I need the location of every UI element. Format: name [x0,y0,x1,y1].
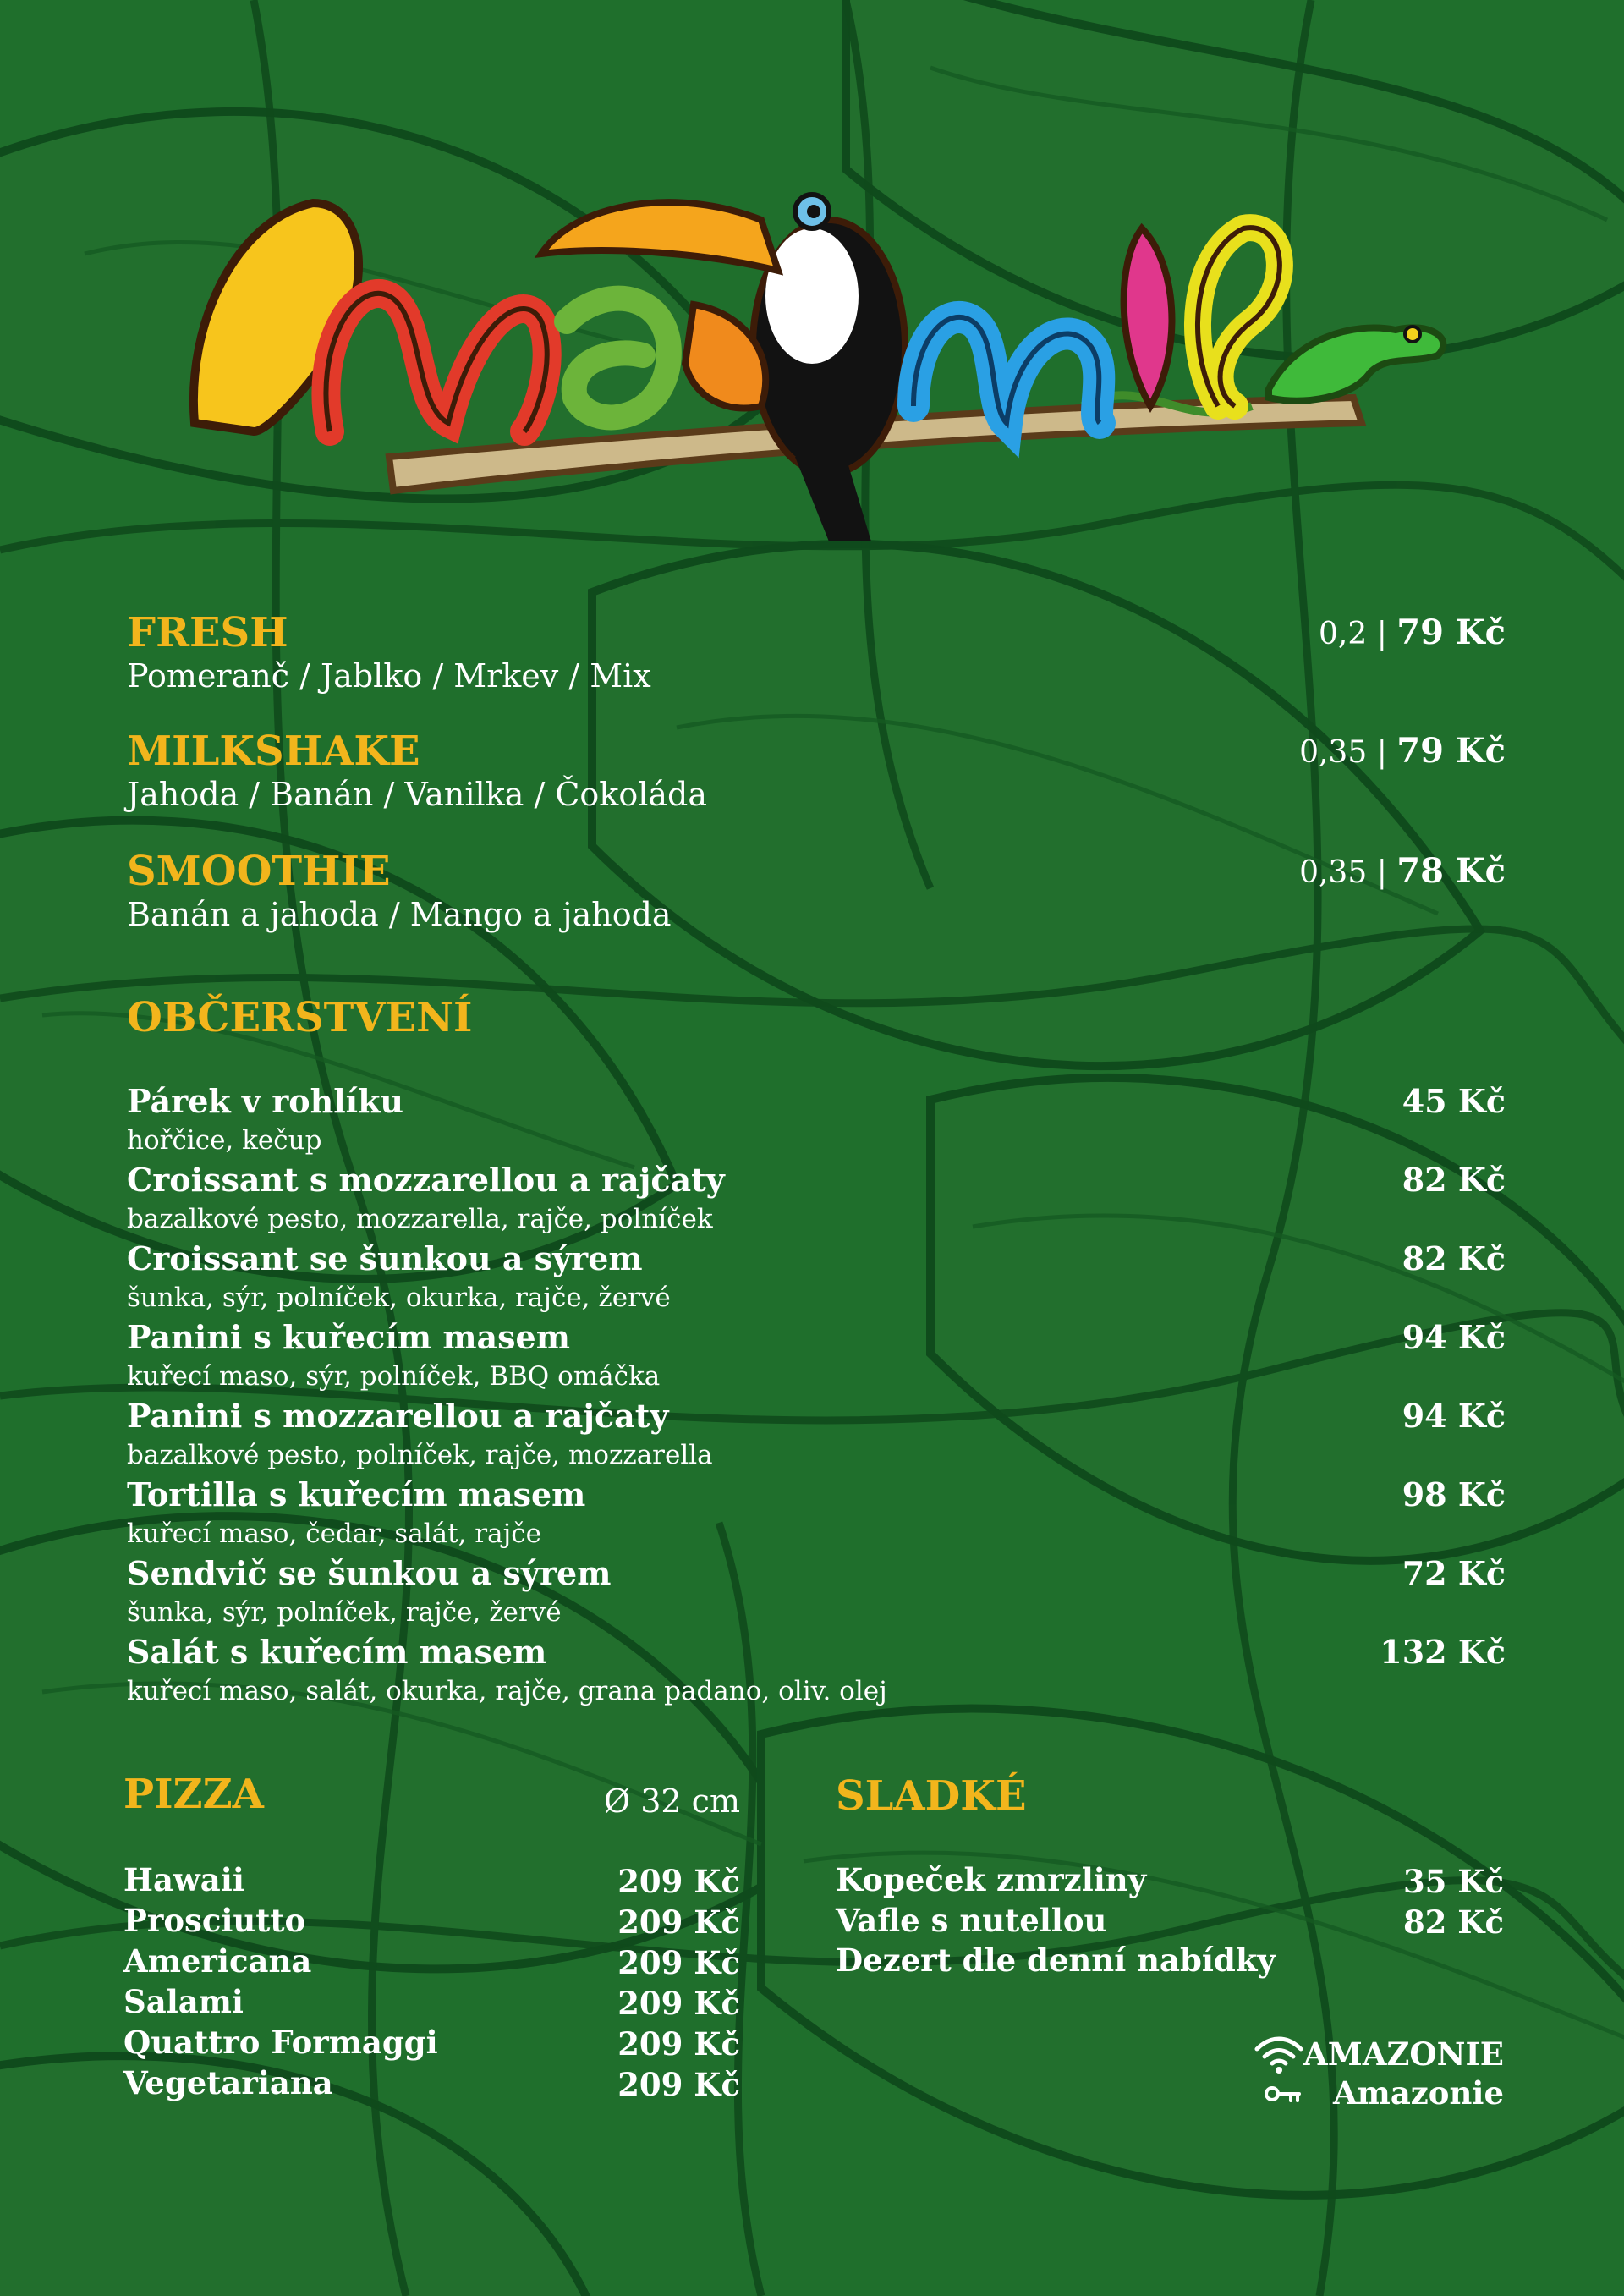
sweet-name: Kopeček zmrzliny [836,1861,1147,1898]
drink-title: MILKSHAKE [127,728,420,775]
pizza-name: Hawaii [123,1861,244,1898]
pizza-name: Prosciutto [123,1902,306,1939]
drink-price [1299,731,1506,773]
drink-milkshake [127,728,1506,814]
price-separator: | [1376,617,1387,651]
wifi-password: Amazonie [1332,2074,1504,2112]
menu-item [127,1317,1506,1396]
sweet-name: Vafle s nutellou [836,1902,1107,1939]
wifi-network-name: AMAZONIE [1303,2035,1504,2073]
section-title-sweets: SLADKÉ [836,1772,1027,1820]
drink-title: SMOOTHIE [127,848,391,895]
item-name: Panini s mozzarellou a rajčaty [127,1397,669,1435]
menu-item [127,1553,1506,1632]
pizza-size: Ø 32 cm [604,1782,740,1820]
item-price: 72 Kč [1402,1554,1506,1592]
wifi-icon [1254,2034,1304,2074]
item-name: Croissant se šunkou a sýrem [127,1239,643,1277]
drink-price [1299,851,1506,893]
item-description: bazalkové pesto, mozzarella, rajče, polníček [127,1204,713,1234]
item-name: Párek v rohlíku [127,1082,404,1120]
drink-title: FRESH [127,609,288,656]
pizza-price: 209 Kč [617,1985,740,2022]
pizza-price: 209 Kč [617,1944,740,1981]
drink-smoothie [127,848,1506,934]
sweet-price: 82 Kč [1402,1903,1504,1941]
drink-description: Jahoda / Banán / Vanilka / Čokoláda [127,776,708,813]
item-price: 98 Kč [1402,1475,1506,1513]
pizza-price: 209 Kč [617,1863,740,1900]
item-description: šunka, sýr, polníček, okurka, rajče, žervé [127,1283,671,1313]
item-price: 82 Kč [1402,1239,1506,1277]
item-name: Tortilla s kuřecím masem [127,1475,586,1513]
section-title-pizza: PIZZA [123,1771,264,1818]
item-name: Panini s kuřecím masem [127,1318,570,1356]
pizza-price: 209 Kč [617,2066,740,2103]
item-name: Salát s kuřecím masem [127,1633,547,1671]
item-name: Sendvič se šunkou a sýrem [127,1554,612,1592]
menu-item [127,1160,1506,1239]
drink-description: Pomeranč / Jablko / Mrkev / Mix [127,657,651,695]
drink-price-value: 79 Kč [1396,612,1506,652]
menu-item [127,1475,1506,1553]
price-separator: | [1376,735,1387,770]
item-price: 45 Kč [1402,1082,1506,1120]
pizza-name: Americana [123,1942,312,1980]
item-description: kuřecí maso, čedar, salát, rajče [127,1519,541,1549]
menu-item [127,1081,1506,1160]
menu-item [127,1239,1506,1317]
pizza-name: Salami [123,1983,244,2020]
item-description: hořčice, kečup [127,1125,322,1156]
key-icon [1264,2083,1303,2105]
pizza-name: Vegetariana [123,2064,333,2101]
section-title-snacks: OBČERSTVENÍ [127,994,473,1041]
pizza-name: Quattro Formaggi [123,2024,438,2061]
item-description: bazalkové pesto, polníček, rajče, mozzarella [127,1440,713,1470]
item-price: 82 Kč [1402,1161,1506,1199]
pizza-price: 209 Kč [617,2025,740,2063]
drink-description: Banán a jahoda / Mango a jahoda [127,896,672,933]
item-price: 94 Kč [1402,1397,1506,1435]
drink-volume: 0,35 [1299,855,1368,890]
drink-volume: 0,2 [1318,617,1368,651]
drink-volume: 0,35 [1299,735,1368,770]
menu-item [127,1396,1506,1475]
item-name: Croissant s mozzarellou a rajčaty [127,1161,725,1199]
drink-fresh [127,609,1506,695]
item-price: 132 Kč [1380,1633,1506,1671]
item-description: šunka, sýr, polníček, rajče, žervé [127,1597,562,1628]
item-price: 94 Kč [1402,1318,1506,1356]
price-separator: | [1376,855,1387,890]
amazonie-logo [169,152,1455,558]
item-description: kuřecí maso, sýr, polníček, BBQ omáčka [127,1361,661,1392]
menu-item [127,1632,1506,1711]
drink-price-value: 79 Kč [1396,731,1506,771]
drink-price [1319,612,1506,655]
pizza-price: 209 Kč [617,1903,740,1941]
item-description: kuřecí maso, salát, okurka, rajče, grana padano, oliv. olej [127,1676,887,1706]
sweet-price: 35 Kč [1402,1863,1504,1900]
drink-price-value: 78 Kč [1396,851,1506,891]
sweet-name: Dezert dle denní nabídky [836,1942,1276,1979]
